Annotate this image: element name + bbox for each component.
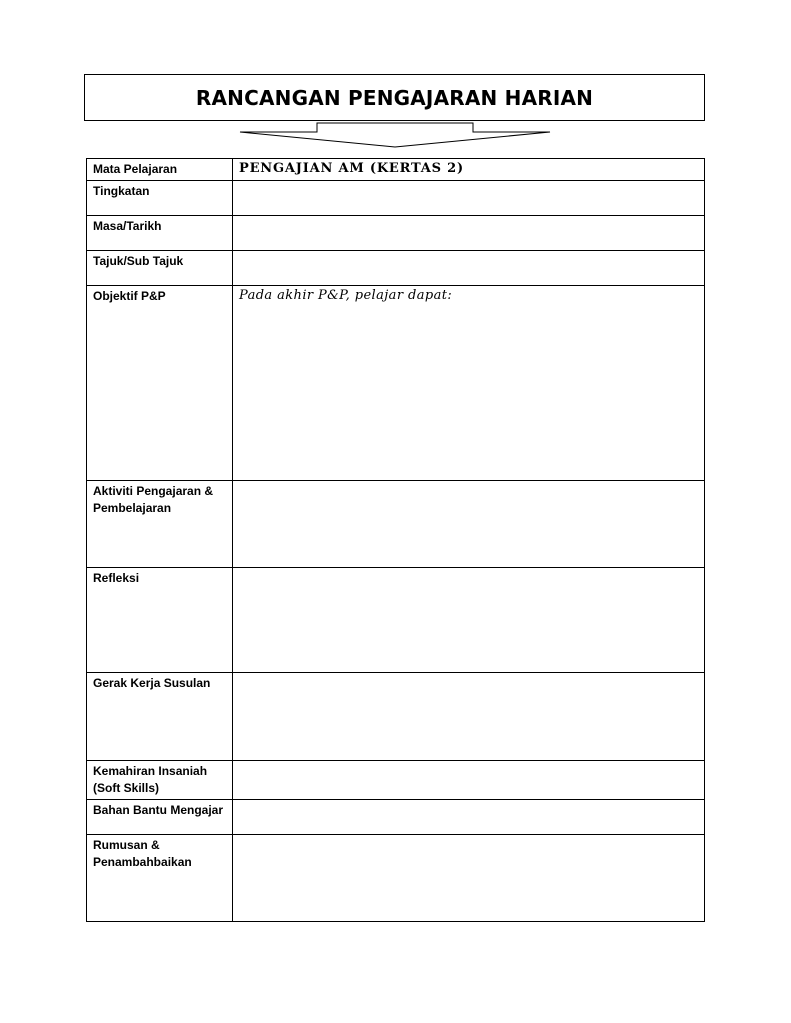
row-value-soft-skills[interactable] [233,761,705,800]
row-label-soft-skills: Kemahiran Insaniah (Soft Skills) [87,761,233,800]
row-label-subject: Mata Pelajaran [87,159,233,181]
table-row [87,673,705,761]
row-value-reflection[interactable] [233,568,705,673]
row-value-objective[interactable]: Pada akhir P&P, pelajar dapat: [233,286,705,481]
row-value-subject[interactable]: PENGAJIAN AM (KERTAS 2) [233,159,705,181]
row-value-time-date[interactable] [233,216,705,251]
row-value-summary[interactable] [233,835,705,922]
page-title: RANCANGAN PENGAJARAN HARIAN [195,85,594,110]
row-label-form: Tingkatan [87,181,233,216]
row-label-follow-up: Gerak Kerja Susulan [87,673,233,761]
row-value-follow-up[interactable] [233,673,705,761]
row-value-form[interactable] [233,181,705,216]
row-label-topic: Tajuk/Sub Tajuk [87,251,233,286]
table-row [87,761,705,800]
row-label-reflection: Refleksi [87,568,233,673]
table-row [87,216,705,251]
row-label-time-date: Masa/Tarikh [87,216,233,251]
table-row [87,800,705,835]
table-row [87,568,705,673]
row-value-teaching-aids[interactable] [233,800,705,835]
table-row [87,481,705,568]
row-label-activities: Aktiviti Pengajaran & Pembelajaran [87,481,233,568]
down-arrow-icon [0,0,791,160]
table-row [87,159,705,181]
table-row [87,835,705,922]
row-label-teaching-aids: Bahan Bantu Mengajar [87,800,233,835]
table-row [87,251,705,286]
row-label-summary: Rumusan & Penambahbaikan [87,835,233,922]
row-value-activities[interactable] [233,481,705,568]
lesson-plan-table [86,158,705,922]
table-row [87,181,705,216]
row-label-objective: Objektif P&P [87,286,233,481]
table-row [87,286,705,481]
row-value-topic[interactable] [233,251,705,286]
